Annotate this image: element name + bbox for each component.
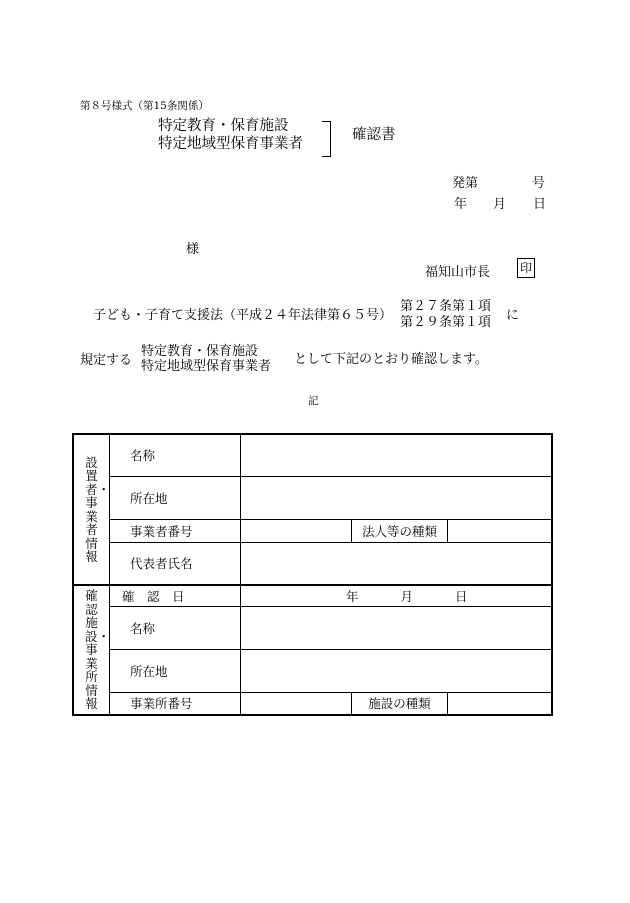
s2-confirm-date-label: 確 認 日 <box>110 585 241 606</box>
issuer-name: 福知山市長 <box>425 265 491 280</box>
issue-month: 月 <box>493 197 507 212</box>
s2-date-month: 月 <box>400 588 414 604</box>
issue-day: 日 <box>533 197 547 212</box>
title-line-1: 特定教育・保育施設 <box>158 118 289 134</box>
article-2: 第２９条第１項 <box>400 315 492 330</box>
issue-number-suffix: 号 <box>532 176 546 191</box>
table-row <box>73 542 552 585</box>
confirmation-table <box>72 433 553 716</box>
s1-address-label: 所在地 <box>110 476 241 519</box>
table-row <box>73 476 552 519</box>
seal-mark: 印 <box>517 258 535 278</box>
s2-name-field[interactable] <box>241 606 553 649</box>
s1-representative-field[interactable] <box>241 542 553 585</box>
table-row <box>73 519 552 542</box>
s1-corp-type-field[interactable] <box>448 519 553 542</box>
s1-business-number-label: 事業者番号 <box>110 519 241 542</box>
table-row <box>73 649 552 692</box>
s1-name-field[interactable] <box>241 434 553 476</box>
table-row <box>73 585 552 606</box>
section2-label: 確認施設・事業所情報 <box>73 585 110 715</box>
addressee-honorific: 様 <box>186 242 200 257</box>
issue-year: 年 <box>454 197 468 212</box>
title-line-2: 特定地域型保育事業者 <box>158 136 303 152</box>
s2-office-number-label: 事業所番号 <box>110 692 241 715</box>
s2-address-label: 所在地 <box>110 649 241 692</box>
issue-number-label: 発第 <box>452 176 479 191</box>
table-row <box>73 692 552 715</box>
particle-ni: に <box>506 308 520 323</box>
type-2: 特定地域型保育事業者 <box>141 359 272 374</box>
title-bracket <box>322 121 331 157</box>
confirm-text: として下記のとおり確認します。 <box>294 352 488 367</box>
table-row <box>73 434 552 476</box>
article-1: 第２７条第１項 <box>400 299 492 314</box>
s2-date-year: 年 <box>346 588 359 604</box>
s2-name-label: 名称 <box>110 606 241 649</box>
form-number: 第８号様式（第15条関係） <box>80 100 209 112</box>
s2-office-number-field[interactable] <box>241 692 352 715</box>
title-suffix: 確認書 <box>352 127 396 143</box>
s1-corp-type-label: 法人等の種類 <box>352 519 448 542</box>
s2-facility-type-field[interactable] <box>448 692 553 715</box>
s1-address-field[interactable] <box>241 476 553 519</box>
prefix-text: 規定する <box>80 353 133 368</box>
ki-heading: 記 <box>308 395 319 407</box>
s1-name-label: 名称 <box>110 434 241 476</box>
s1-representative-label: 代表者氏名 <box>110 542 241 585</box>
law-text: 子ども・子育て支援法（平成２４年法律第６５号） <box>93 308 393 323</box>
table-row <box>73 606 552 649</box>
s1-business-number-field[interactable] <box>241 519 352 542</box>
s2-date-day: 日 <box>455 588 468 604</box>
section1-label: 設置者・事業者情報 <box>73 434 110 585</box>
s2-address-field[interactable] <box>241 649 553 692</box>
s2-confirm-date-field[interactable] <box>241 585 553 606</box>
type-1: 特定教育・保育施設 <box>141 344 259 359</box>
s2-facility-type-label: 施設の種類 <box>352 692 448 715</box>
